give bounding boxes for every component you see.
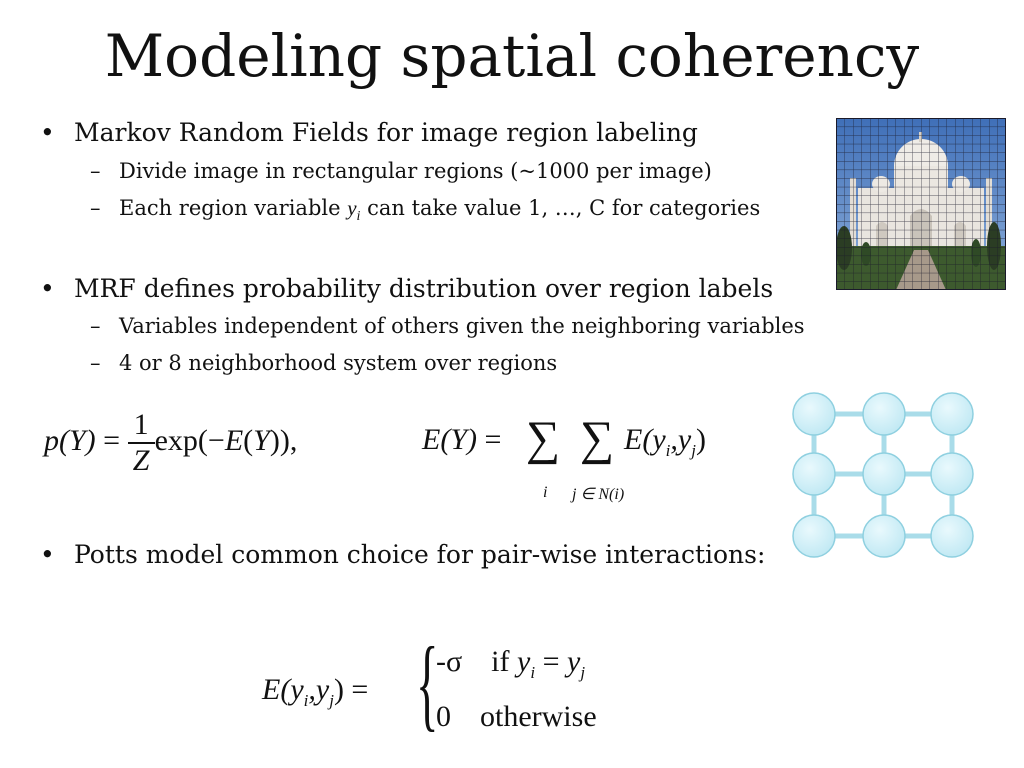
potts-case1-sub-i: i [530,663,536,682]
prob-close: )), [269,423,298,457]
sum-symbol-j: ∑ [580,412,615,465]
potts-case1-y2: y [566,645,581,678]
graph-node [793,453,835,495]
energy-rhs-comma: ,y [670,423,692,456]
prob-energy-e: E [224,423,244,457]
energy-lhs: E(Y) [422,423,477,456]
prob-equals: = [103,423,121,457]
potts-lhs-sub-j: j [329,691,334,710]
slide-title: Modeling spatial coherency [104,22,920,90]
energy-rhs-close: ) [695,423,706,456]
energy-rhs-sub-j: j [691,441,696,460]
bullet-text: Potts model common choice for pair-wise interactions: [74,540,766,569]
prob-energy-y: Y [253,423,270,457]
potts-case2-otherwise: otherwise [480,700,597,733]
potts-lhs-close: ) = [333,673,369,706]
taj-mahal-grid-photo [836,118,1006,290]
bullet-text: MRF defines probability distribution over region labels [74,274,774,303]
sum-subscript-i: i [543,484,548,501]
potts-case-1 [436,642,585,693]
graph-node [931,453,973,495]
subbullet-marker: – [90,196,101,220]
subbullet-marker: – [90,159,101,183]
energy-rhs-sub-i: i [665,441,671,460]
prob-denominator: Z [132,444,150,477]
graph-node [793,515,835,557]
graph-node [793,393,835,435]
potts-case1-equals: = [535,645,567,678]
sum-subscript-j: j ∈ N(i) [572,486,625,503]
bullet-marker: • [40,540,55,569]
potts-case2-value: 0 [436,700,451,733]
energy-equation [422,420,501,460]
potts-case1-sub-j: j [580,663,586,682]
graph-node [863,453,905,495]
photo-grid-overlay [836,118,1006,290]
region-variable-y: y [347,196,357,220]
potts-lhs-e: E(y [262,673,304,706]
energy-rhs [624,420,706,471]
subbullet-text: Divide image in rectangular regions (~1000 per image) [119,159,712,183]
probability-equation [44,408,297,478]
bullet-marker: • [40,274,55,303]
subbullet-text: Variables independent of others given the neighboring variables [119,314,805,338]
potts-case-2 [436,697,597,737]
sum-symbol-i: ∑ [526,412,561,465]
region-variable [347,196,361,225]
prob-fraction [128,408,155,478]
graph-node [863,515,905,557]
bullet-marker: • [40,118,55,147]
prob-lhs: p(Y) [44,423,96,457]
subbullet-text: 4 or 8 neighborhood system over regions [119,351,558,375]
potts-case1-if: if [491,645,517,678]
subbullet-text-group [119,196,760,225]
prob-paren-open: ( [243,423,254,457]
subbullet-text-after: can take value 1, …, C for categories [360,196,761,220]
potts-lhs [262,670,368,721]
energy-rhs-e: E(y [624,423,666,456]
potts-lhs-sub-i: i [303,691,309,710]
potts-brace: { [416,626,439,741]
prob-exp: exp(− [154,423,225,457]
graph-node [931,393,973,435]
graph-node [931,515,973,557]
bullet-text: Markov Random Fields for image region labeling [74,118,698,147]
subbullet-text-before: Each region variable [119,196,348,220]
energy-equals: = [484,423,502,456]
subbullet-marker: – [90,314,101,338]
potts-case1-value: -σ [436,645,463,678]
potts-lhs-comma: ,y [308,673,330,706]
graph-nodes [793,393,973,557]
neighborhood-grid-graph [790,390,980,562]
graph-node [863,393,905,435]
prob-numerator: 1 [128,408,155,444]
region-variable-subscript: i [356,209,361,225]
subbullet-marker: – [90,351,101,375]
potts-case1-y1: y [517,645,531,678]
